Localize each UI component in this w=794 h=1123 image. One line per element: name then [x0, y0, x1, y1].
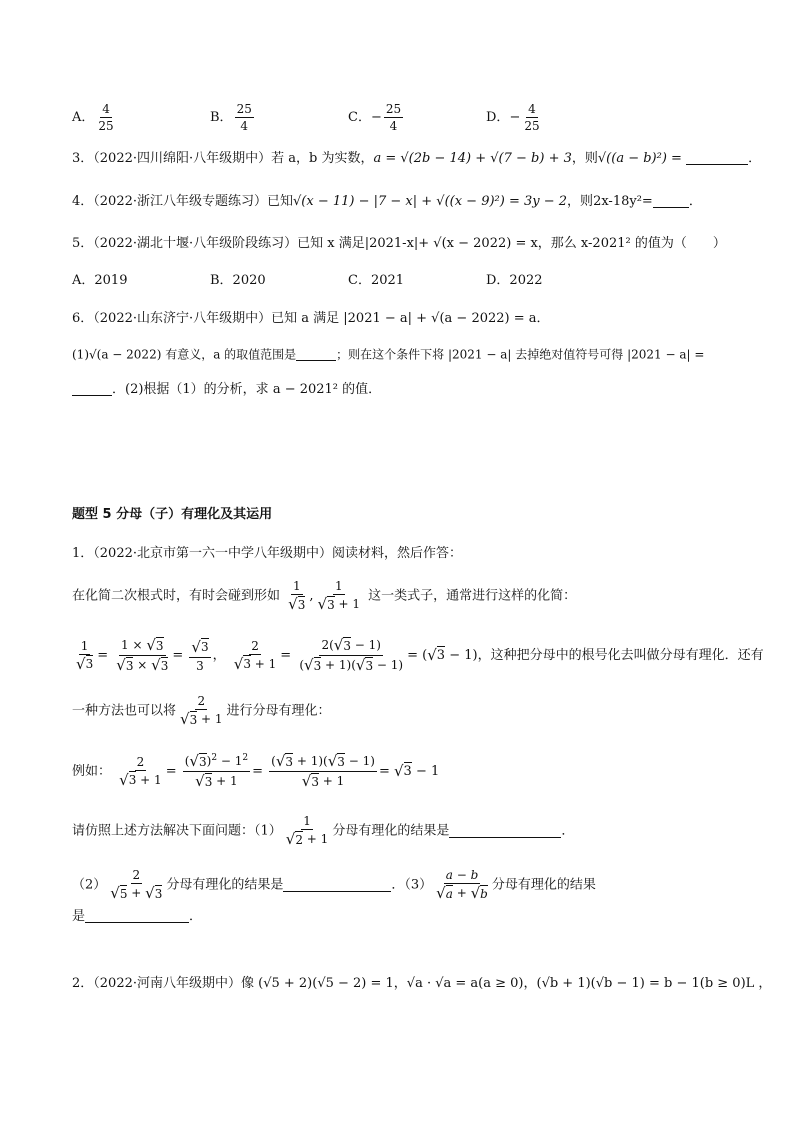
answer-blank[interactable] [686, 152, 748, 165]
question-3: 3．（2022·四川绵阳·八年级期中）若 a，b 为实数，a = √(2b − 14) + √(7 − b) + 3，则√((a − b)²) = ． [72, 151, 762, 166]
s5-question-2: 2．（2022·河南八年级期中）像 (√5 + 2)(√5 − 2) = 1，√a · √a = a(a ≥ 0)，(√b + 1)(√b − 1) = b − 1(b ≥ 0)L ， [72, 976, 772, 991]
s5-q1-part-3-end: 是 ． [72, 909, 203, 924]
answer-blank[interactable] [85, 910, 189, 923]
q2-option-a: A． $\frac{4}{25}$ [72, 102, 114, 133]
q2-option-d: D．− $\frac{4}{25}$ [486, 102, 540, 133]
q5-option-b: B．2020 [210, 273, 266, 288]
q5-option-d: D．2022 [486, 273, 543, 288]
question-5: 5．（2022·湖北十堰·八年级阶段练习）已知 x 满足|2021-x|+ √(x − 2022) = x，那么 x-2021² 的值为（ ） [72, 236, 726, 251]
question-6-part-1: (1)√(a − 2022) 有意义，a 的取值范围是 ；则在这个条件下将 |2021 − a| 去掉绝对值符号可得 |2021 − a| = [72, 347, 705, 362]
section-title: 题型 5 分母（子）有理化及其运用 [72, 507, 273, 522]
answer-blank[interactable] [653, 195, 689, 208]
s5-q1-example: 例如： $\frac{2}{√3 + 1}$ = $\frac{(√3)^2 - 1^2}{√3 + 1}$ = $\frac{(√3 + 1)(√3 - 1)}{√3 + 1}$ = √3 − 1 [72, 752, 440, 790]
s5-question-1: 1．（2022·北京市第一六一中学八年级期中）阅读材料，然后作答： [72, 546, 462, 561]
q5-option-c: C．2021 [348, 273, 405, 288]
q2-option-b: B． $\frac{25}{4}$ [210, 102, 252, 133]
s5-q1-part-2-3: （2） $\frac{2}{√5 + √3}$ 分母有理化的结果是 ．（3） $\frac{a - b}{√a + √b}$ 分母有理化的结果 [72, 868, 596, 902]
question-4: 4．（2022·浙江八年级专题练习）已知√(x − 11) − |7 − x| + √((x − 9)²) = 3y − 2，则2x-18y²= ． [72, 194, 702, 209]
s5-q1-part-1: 请仿照上述方法解决下面问题：（1） $\frac{1}{√2 + 1}$ 分母有理化的结果是 ． [72, 814, 575, 848]
q5-option-a: A．2019 [72, 273, 128, 288]
answer-blank[interactable] [296, 348, 336, 361]
q2-option-c: C．− $\frac{25}{4}$ [348, 102, 402, 133]
question-6-part-2: ．(2)根据（1）的分析，求 a − 2021² 的值． [72, 383, 381, 396]
s5-q1-intro: 在化简二次根式时，有时会碰到形如 $\frac{1}{√3}$ , $\frac{1}{√3 + 1}$ 这一类式子，通常进行这样的化简： [72, 579, 577, 613]
answer-blank[interactable] [449, 825, 561, 838]
s5-q1-example-equation: $\frac{1}{√3}$ = $\frac{1 \times √3}{√3 \times √3}$ = $\frac{√3}{3}$ ， $\frac{2}{√3 + 1}$ = $\frac{2(√3 - 1)}{(√3 + 1)(√3 - 1)}$ = (√3 − 1)，这种把分母中的根号化去叫做分母有理化．还有 [76, 636, 764, 674]
answer-blank[interactable] [72, 383, 112, 396]
answer-blank[interactable] [283, 879, 391, 892]
s5-q1-method: 一种方法也可以将 $\frac{2}{√3 + 1}$ 进行分母有理化： [72, 694, 331, 728]
question-6: 6．（2022·山东济宁·八年级期中）已知 a 满足 |2021 − a| + √(a − 2022) = a． [72, 311, 550, 326]
